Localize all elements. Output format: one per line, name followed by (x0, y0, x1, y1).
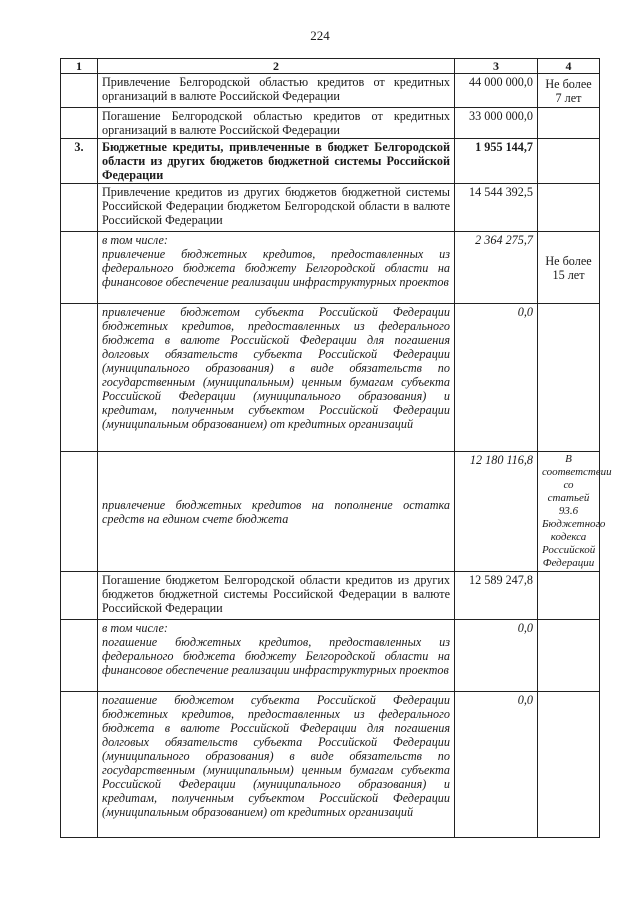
row-description: Погашение Белгородской областью кредитов от кредитных организаций в валюте Российской Федерации (98, 108, 455, 139)
row-number (61, 108, 98, 139)
row-term (538, 304, 600, 452)
row-description: Привлечение кредитов из других бюджетов бюджетной системы Российской Федерации бюджетом Белгородской области в валюте Российской Федерации (98, 184, 455, 232)
row-amount: 0,0 (455, 692, 538, 838)
table-row (61, 108, 600, 139)
table-row (61, 74, 600, 108)
row-term: Не более 15 лет (538, 232, 600, 304)
table-row (61, 572, 600, 620)
row-term (538, 692, 600, 838)
row-description-text: погашение бюджетных кредитов, предоставленных из федерального бюджета бюджету Белгородской области на финансовое обеспечение реализации инфраструктурных проектов (102, 635, 450, 677)
row-number (61, 620, 98, 692)
row-amount: 12 589 247,8 (455, 572, 538, 620)
row-amount: 12 180 116,8 (455, 452, 538, 572)
row-number (61, 232, 98, 304)
row-description (98, 232, 455, 304)
row-number (61, 452, 98, 572)
row-amount: 33 000 000,0 (455, 108, 538, 139)
budget-credit-table (60, 58, 612, 838)
row-amount: 44 000 000,0 (455, 74, 538, 108)
table-row (61, 452, 600, 572)
row-description: привлечение бюджетом субъекта Российской Федерации бюджетных кредитов, предоставленных из федерального бюджета в валюте Российской Федерации для погашения долговых обязательств субъекта Российской Федерации (муниципального образования) в виде обязательств по государственным (муниципальным) ценным бумагам субъекта Российской Федерации (муниципального образования) и кредитам, полученным субъектом Российской Федерации (муниципальным образованием) от кредитных организаций (98, 304, 455, 452)
row-number (61, 572, 98, 620)
row-amount: 1 955 144,7 (455, 139, 538, 184)
row-number (61, 304, 98, 452)
page-number: 224 (310, 28, 330, 43)
table-row (61, 184, 600, 232)
table-row-section (61, 139, 600, 184)
row-amount: 0,0 (455, 304, 538, 452)
row-term (538, 139, 600, 184)
row-amount: 0,0 (455, 620, 538, 692)
column-header-2: 2 (98, 59, 455, 74)
row-description: Погашение бюджетом Белгородской области кредитов из других бюджетов бюджетной системы Российской Федерации в валюте Российской Федерации (98, 572, 455, 620)
row-description (98, 620, 455, 692)
row-description-prefix: в том числе: (102, 233, 168, 247)
row-description-prefix: в том числе: (102, 621, 168, 635)
row-amount: 2 364 275,7 (455, 232, 538, 304)
table-row (61, 232, 600, 304)
row-description: привлечение бюджетных кредитов на пополнение остатка средств на едином счете бюджета (98, 452, 455, 572)
table-header-row (61, 59, 600, 74)
row-amount: 14 544 392,5 (455, 184, 538, 232)
table-row (61, 692, 600, 838)
row-number: 3. (61, 139, 98, 184)
row-term: В соответствии со статьей 93.6 Бюджетного кодекса Российской Федерации (538, 452, 600, 572)
row-term: Не более 7 лет (538, 74, 600, 108)
row-description: Бюджетные кредиты, привлеченные в бюджет Белгородской области из других бюджетов бюджетной системы Российской Федерации (98, 139, 455, 184)
row-number (61, 184, 98, 232)
table-row (61, 304, 600, 452)
column-header-3: 3 (455, 59, 538, 74)
row-number (61, 692, 98, 838)
row-term (538, 108, 600, 139)
row-term (538, 184, 600, 232)
row-number (61, 74, 98, 108)
row-description-text: привлечение бюджетных кредитов, предоставленных из федерального бюджета бюджету Белгородской области на финансовое обеспечение реализации инфраструктурных проектов (102, 247, 450, 289)
row-term (538, 572, 600, 620)
column-header-4: 4 (538, 59, 600, 74)
column-header-1: 1 (61, 59, 98, 74)
row-description: погашение бюджетом субъекта Российской Федерации бюджетных кредитов, предоставленных из федерального бюджета в валюте Российской Федерации для погашения долговых обязательств субъекта Российской Федерации (муниципального образования) в виде обязательств по государственным (муниципальным) ценным бумагам субъекта Российской Федерации (муниципального образования) и кредитам, полученным субъектом Российской Федерации (муниципальным образованием) от кредитных организаций (98, 692, 455, 838)
row-term (538, 620, 600, 692)
row-description: Привлечение Белгородской областью кредитов от кредитных организаций в валюте Российской Федерации (98, 74, 455, 108)
table-row (61, 620, 600, 692)
